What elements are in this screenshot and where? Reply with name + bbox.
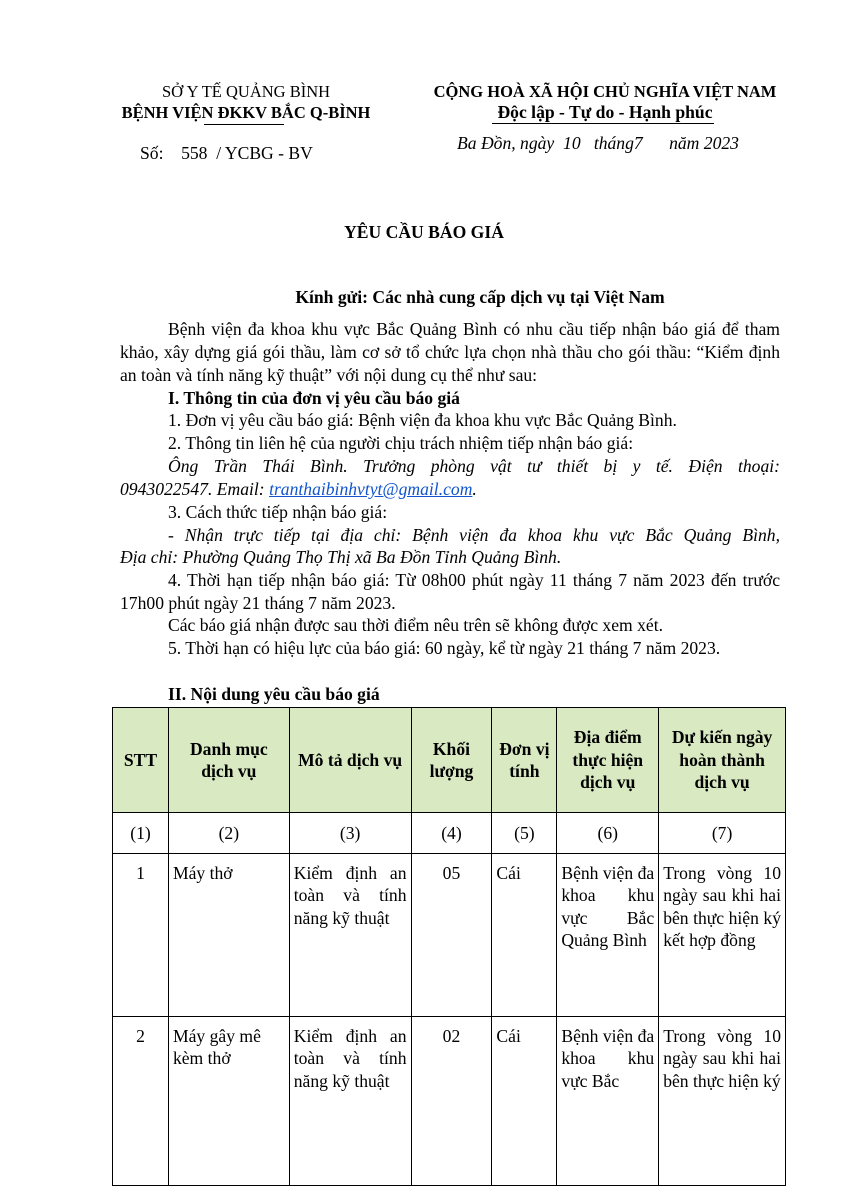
late-note: Các báo giá nhận được sau thời điểm nêu trên sẽ không được xem xét.: [168, 615, 664, 635]
document-number: Số: 558 / YCBG - BV: [140, 143, 313, 163]
header-description: Mô tả dịch vụ: [289, 708, 411, 813]
recipient: Kính gửi: Các nhà cung cấp dịch vụ tại Việt Nam: [295, 287, 665, 307]
row-completion: Trong vòng 10 ngày sau khi hai bên thực hiện ký kết hợp đồng: [659, 854, 786, 1017]
header-completion: Dự kiến ngày hoàn thành dịch vụ: [659, 708, 786, 813]
contact-end: .: [472, 479, 477, 499]
header-right-divider: [492, 123, 714, 124]
table-header-row: [113, 708, 786, 813]
intro-paragraph: Bệnh viện đa khoa khu vực Bắc Quảng Bình có nhu cầu tiếp nhận báo giá để tham khảo, xây dựng giá gói thầu, làm cơ sở tổ chức lựa chọn nhà thầu cho gói thầu: “Kiểm định an toàn và tính năng kỹ thuật” với nội dung cụ thể như sau:: [120, 319, 780, 385]
row-quantity: 02: [411, 1017, 492, 1186]
row-location: Bệnh viện đa khoa khu vực Bắc Quảng Bình: [557, 854, 659, 1017]
column-number: (5): [492, 813, 557, 854]
page-title: YÊU CẦU BÁO GIÁ: [344, 222, 504, 242]
section1-heading: I. Thông tin của đơn vị yêu cầu báo giá: [168, 388, 460, 408]
request-table: [112, 707, 786, 1186]
column-number: (6): [557, 813, 659, 854]
row-completion: Trong vòng 10 ngày sau khi hai bên thực hiện ký: [659, 1017, 786, 1186]
row-stt: 1: [113, 854, 169, 1017]
section1-item3: 3. Cách thức tiếp nhận báo giá:: [168, 502, 388, 522]
header-location: Địa điểm thực hiện dịch vụ: [557, 708, 659, 813]
column-number: (1): [113, 813, 169, 854]
contact-email-link[interactable]: tranthaibinhvtyt@gmail.com: [269, 479, 473, 499]
row-service: Máy thở: [168, 854, 289, 1017]
contact-line: [120, 478, 780, 501]
header-left: [96, 81, 396, 123]
document-date: Ba Đồn, ngày 10 tháng7 năm 2023: [457, 133, 739, 153]
section1-item5: 5. Thời hạn có hiệu lực của báo giá: 60 ngày, kể từ ngày 21 tháng 7 năm 2023.: [168, 638, 721, 658]
header-quantity: Khối lượng: [411, 708, 492, 813]
column-number-row: [113, 813, 786, 854]
row-stt: 2: [113, 1017, 169, 1186]
row-quantity: 05: [411, 854, 492, 1017]
row-service: Máy gây mê kèm thở: [168, 1017, 289, 1186]
header-left-divider: [204, 124, 284, 125]
section1-item1: 1. Đơn vị yêu cầu báo giá: Bệnh viện đa khoa khu vực Bắc Quảng Bình.: [168, 410, 677, 430]
agency-name: SỞ Y TẾ QUẢNG BÌNH: [161, 82, 331, 101]
table-row: [113, 854, 786, 1017]
column-number: (2): [168, 813, 289, 854]
receive-method-2: Địa chỉ: Phường Quảng Thọ Thị xã Ba Đồn Tỉnh Quảng Bình.: [120, 547, 562, 567]
row-location: Bệnh viện đa khoa khu vực Bắc: [557, 1017, 659, 1186]
section1-item2: 2. Thông tin liên hệ của người chịu trách nhiệm tiếp nhận báo giá:: [168, 433, 634, 453]
row-unit: Cái: [492, 854, 557, 1017]
row-description: Kiểm định an toàn và tính năng kỹ thuật: [289, 854, 411, 1017]
nation-name: CỘNG HOÀ XÃ HỘI CHỦ NGHĨA VIỆT NAM: [433, 82, 777, 101]
contact-phone: 0943022547. Email:: [120, 479, 270, 499]
row-unit: Cái: [492, 1017, 557, 1186]
receive-method-1: - Nhận trực tiếp tại địa chỉ: Bệnh viện đa khoa khu vực Bắc Quảng Bình,: [168, 525, 780, 545]
header-right: [418, 81, 792, 123]
header-stt: STT: [113, 708, 169, 813]
section1-item4: 4. Thời hạn tiếp nhận báo giá: Từ 08h00 phút ngày 11 tháng 7 năm 2023 đến trước 17h00 phút ngày 21 tháng 7 năm 2023.: [120, 570, 780, 613]
national-motto: Độc lập - Tự do - Hạnh phúc: [497, 102, 713, 122]
hospital-name: BỆNH VIỆN ĐKKV BẮC Q-BÌNH: [121, 103, 371, 122]
row-description: Kiểm định an toàn và tính năng kỹ thuật: [289, 1017, 411, 1186]
table-row: [113, 1017, 786, 1186]
header-unit: Đơn vị tính: [492, 708, 557, 813]
section2-heading: II. Nội dung yêu cầu báo giá: [168, 684, 380, 704]
column-number: (4): [411, 813, 492, 854]
column-number: (3): [289, 813, 411, 854]
contact-name: Ông Trần Thái Bình. Trưởng phòng vật tư thiết bị y tế. Điện thoại:: [168, 456, 780, 476]
column-number: (7): [659, 813, 786, 854]
header-service: Danh mục dịch vụ: [168, 708, 289, 813]
